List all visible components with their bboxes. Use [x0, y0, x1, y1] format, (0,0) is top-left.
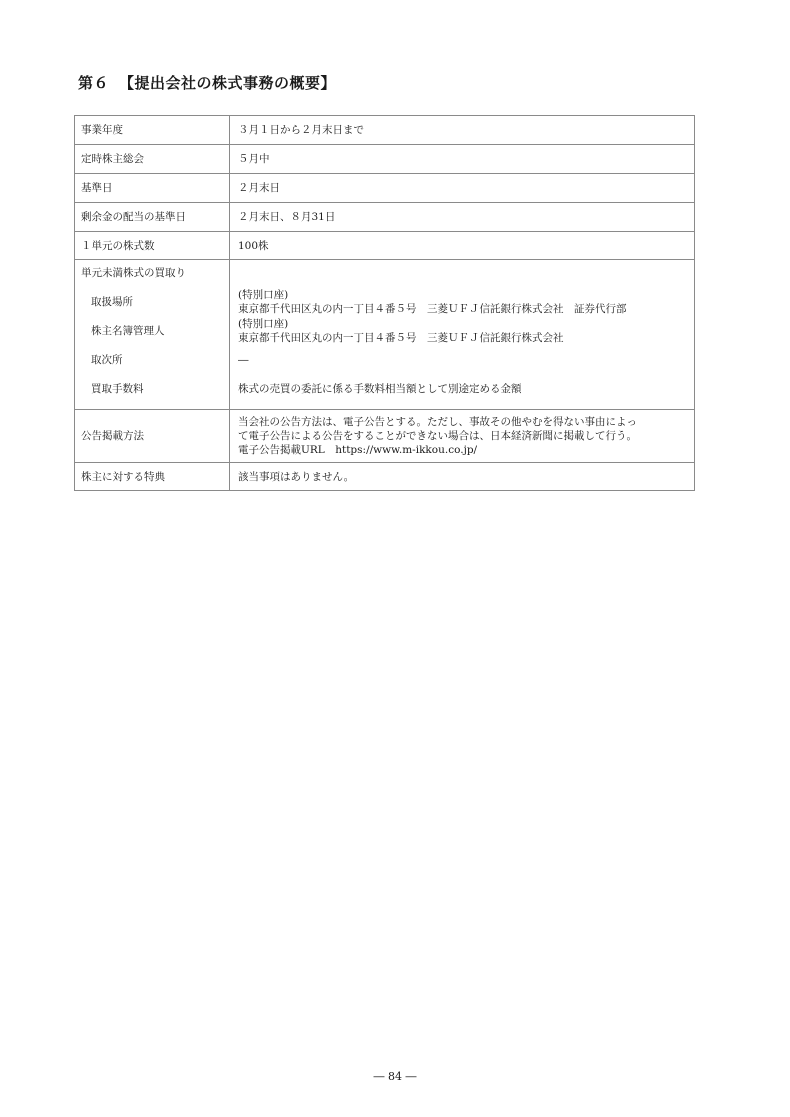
row-label: 株主に対する特典	[75, 463, 230, 491]
table-row	[75, 174, 695, 203]
agent-office-value: ―	[238, 353, 249, 366]
public-notice-url-line: 電子公告掲載URL https://www.m-ikkou.co.jp/	[238, 444, 478, 456]
row-label: 剰余金の配当の基準日	[75, 203, 230, 232]
handling-place-note: (特別口座)	[238, 288, 289, 301]
registrar-note: (特別口座)	[238, 317, 289, 330]
table-row	[75, 145, 695, 174]
public-notice-value	[230, 410, 695, 463]
row-value: ３月１日から２月末日まで	[230, 116, 695, 145]
row-label: 基準日	[75, 174, 230, 203]
buyback-labels	[75, 260, 230, 410]
row-label: 定時株主総会	[75, 145, 230, 174]
buyback-label: 単元未満株式の買取り	[81, 267, 186, 279]
row-label: 公告掲載方法	[75, 410, 230, 463]
handling-place-value	[238, 287, 688, 316]
section-heading	[78, 72, 336, 93]
registrar-address: 東京都千代田区丸の内一丁目４番５号 三菱ＵＦＪ信託銀行株式会社	[238, 331, 564, 344]
row-value: ２月末日	[230, 174, 695, 203]
row-label: 事業年度	[75, 116, 230, 145]
handling-place-label: 取扱場所	[91, 295, 133, 308]
buyback-fee-value: 株式の売買の委託に係る手数料相当額として別途定める金額	[238, 382, 522, 395]
registrar-label: 株主名簿管理人	[91, 324, 165, 337]
row-label: １単元の株式数	[75, 232, 230, 260]
buyback-row	[75, 260, 695, 410]
row-value: 該当事項はありません。	[230, 463, 695, 491]
section-number: 第６	[78, 74, 110, 92]
table-row	[75, 410, 695, 463]
row-value: 100株	[230, 232, 695, 260]
page-number: ― 84 ―	[373, 1070, 417, 1083]
table-row	[75, 232, 695, 260]
table-row	[75, 203, 695, 232]
row-value: ５月中	[230, 145, 695, 174]
stock-affairs-table	[74, 115, 695, 491]
buyback-fee-label: 買取手数料	[91, 382, 144, 395]
public-notice-line: て電子公告による公告をすることができない場合は、日本経済新聞に掲載して行う。	[238, 430, 637, 442]
buyback-values	[230, 260, 695, 410]
agent-office-label: 取次所	[91, 353, 123, 366]
public-notice-line: 当会社の公告方法は、電子公告とする。ただし、事故その他やむを得ない事由によっ	[238, 416, 637, 428]
section-title: 【提出会社の株式事務の概要】	[119, 74, 337, 92]
handling-place-address: 東京都千代田区丸の内一丁目４番５号 三菱ＵＦＪ信託銀行株式会社 証券代行部	[238, 302, 627, 315]
table-row	[75, 116, 695, 145]
row-value: ２月末日、８月31日	[230, 203, 695, 232]
registrar-value	[238, 316, 688, 345]
table-row	[75, 463, 695, 491]
